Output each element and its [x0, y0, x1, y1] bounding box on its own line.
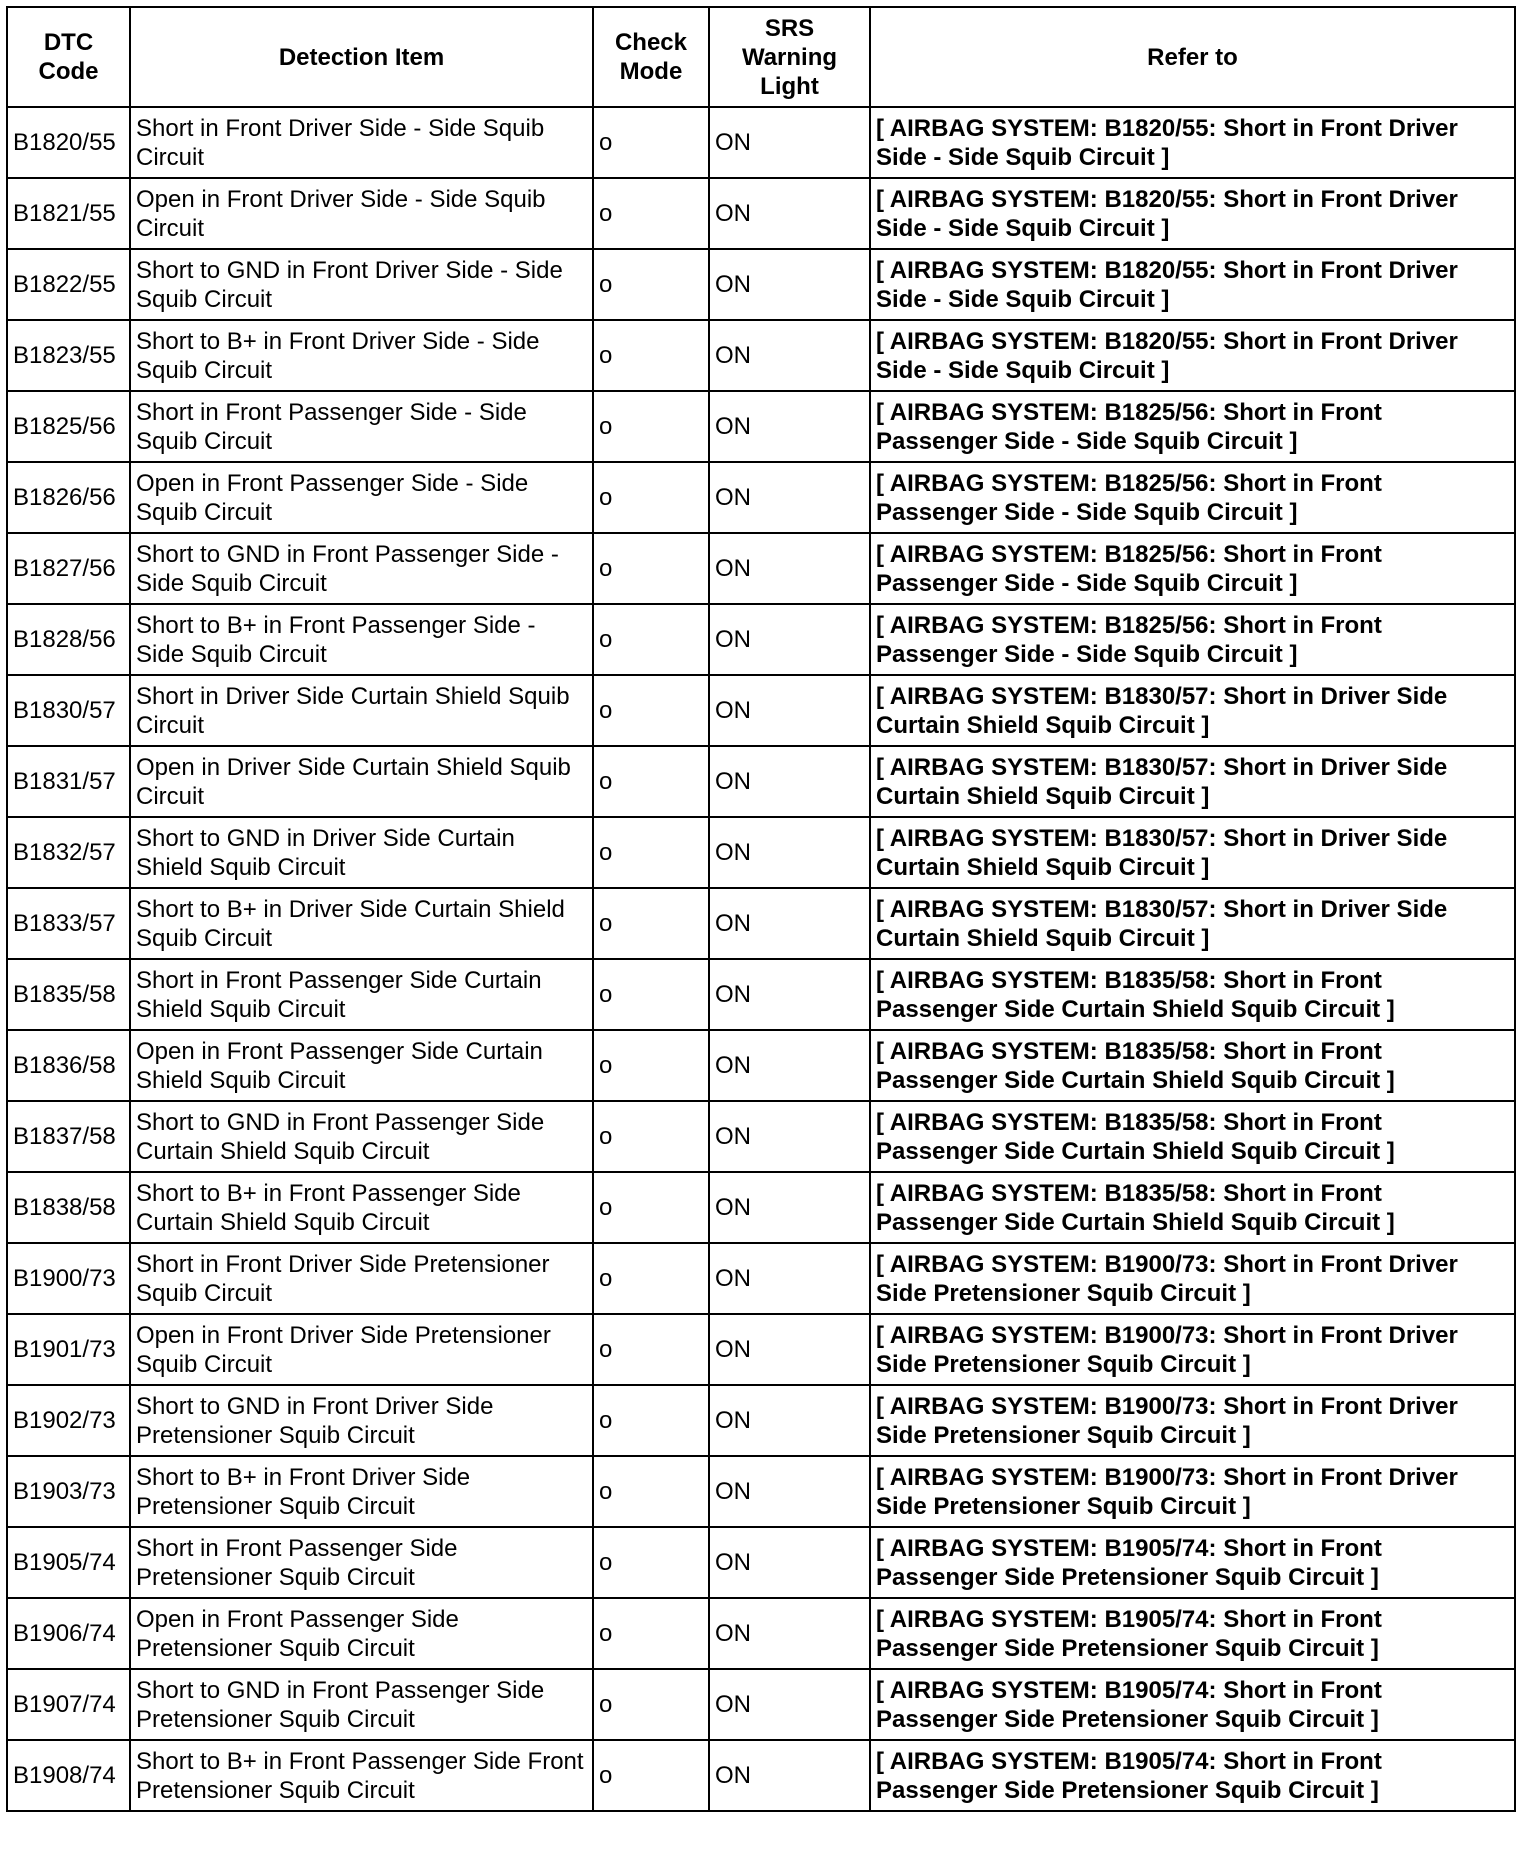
check-mode-cell: o: [593, 1740, 709, 1811]
detection-item-cell: Short to GND in Driver Side Curtain Shield Squib Circuit: [130, 817, 593, 888]
table-row: [7, 675, 1515, 746]
refer-to-link[interactable]: [ AIRBAG SYSTEM: B1830/57: Short in Driver Side Curtain Shield Squib Circuit ]: [870, 817, 1515, 888]
header-srs-warning-light: SRS Warning Light: [709, 7, 870, 107]
dtc-code-cell: B1838/58: [7, 1172, 130, 1243]
dtc-code-cell: B1901/73: [7, 1314, 130, 1385]
srs-warning-light-cell: ON: [709, 1669, 870, 1740]
dtc-code-cell: B1836/58: [7, 1030, 130, 1101]
srs-warning-light-cell: ON: [709, 533, 870, 604]
table-row: [7, 1314, 1515, 1385]
detection-item-cell: Short to GND in Front Passenger Side - Side Squib Circuit: [130, 533, 593, 604]
header-refer-to: Refer to: [870, 7, 1515, 107]
check-mode-cell: o: [593, 1172, 709, 1243]
srs-warning-light-cell: ON: [709, 817, 870, 888]
table-row: [7, 1101, 1515, 1172]
refer-to-link[interactable]: [ AIRBAG SYSTEM: B1905/74: Short in Front Passenger Side Pretensioner Squib Circuit ]: [870, 1527, 1515, 1598]
detection-item-cell: Open in Driver Side Curtain Shield Squib Circuit: [130, 746, 593, 817]
check-mode-cell: o: [593, 1030, 709, 1101]
dtc-code-cell: B1825/56: [7, 391, 130, 462]
table-row: [7, 1172, 1515, 1243]
table-row: [7, 320, 1515, 391]
table-row: [7, 959, 1515, 1030]
refer-to-link[interactable]: [ AIRBAG SYSTEM: B1825/56: Short in Front Passenger Side - Side Squib Circuit ]: [870, 462, 1515, 533]
srs-warning-light-cell: ON: [709, 1598, 870, 1669]
srs-warning-light-cell: ON: [709, 1172, 870, 1243]
check-mode-cell: o: [593, 604, 709, 675]
table-row: [7, 249, 1515, 320]
refer-to-link[interactable]: [ AIRBAG SYSTEM: B1830/57: Short in Driver Side Curtain Shield Squib Circuit ]: [870, 746, 1515, 817]
refer-to-link[interactable]: [ AIRBAG SYSTEM: B1835/58: Short in Front Passenger Side Curtain Shield Squib Circuit ]: [870, 1172, 1515, 1243]
check-mode-cell: o: [593, 1385, 709, 1456]
check-mode-cell: o: [593, 1456, 709, 1527]
refer-to-link[interactable]: [ AIRBAG SYSTEM: B1900/73: Short in Front Driver Side Pretensioner Squib Circuit ]: [870, 1385, 1515, 1456]
refer-to-link[interactable]: [ AIRBAG SYSTEM: B1835/58: Short in Front Passenger Side Curtain Shield Squib Circuit ]: [870, 959, 1515, 1030]
dtc-code-cell: B1906/74: [7, 1598, 130, 1669]
dtc-code-cell: B1908/74: [7, 1740, 130, 1811]
dtc-code-cell: B1823/55: [7, 320, 130, 391]
srs-warning-light-cell: ON: [709, 1456, 870, 1527]
detection-item-cell: Short in Front Driver Side - Side Squib Circuit: [130, 107, 593, 178]
dtc-code-cell: B1900/73: [7, 1243, 130, 1314]
table-row: [7, 1030, 1515, 1101]
refer-to-link[interactable]: [ AIRBAG SYSTEM: B1905/74: Short in Front Passenger Side Pretensioner Squib Circuit ]: [870, 1598, 1515, 1669]
detection-item-cell: Short to GND in Front Driver Side Pretensioner Squib Circuit: [130, 1385, 593, 1456]
check-mode-cell: o: [593, 1527, 709, 1598]
table-body: [7, 107, 1515, 1811]
dtc-code-cell: B1830/57: [7, 675, 130, 746]
table-row: [7, 1740, 1515, 1811]
srs-warning-light-cell: ON: [709, 462, 870, 533]
header-check-mode: Check Mode: [593, 7, 709, 107]
check-mode-cell: o: [593, 746, 709, 817]
check-mode-cell: o: [593, 178, 709, 249]
dtc-code-cell: B1902/73: [7, 1385, 130, 1456]
dtc-table: [6, 6, 1516, 1812]
detection-item-cell: Short in Front Passenger Side - Side Squib Circuit: [130, 391, 593, 462]
refer-to-link[interactable]: [ AIRBAG SYSTEM: B1820/55: Short in Front Driver Side - Side Squib Circuit ]: [870, 107, 1515, 178]
refer-to-link[interactable]: [ AIRBAG SYSTEM: B1900/73: Short in Front Driver Side Pretensioner Squib Circuit ]: [870, 1456, 1515, 1527]
dtc-code-cell: B1822/55: [7, 249, 130, 320]
srs-warning-light-cell: ON: [709, 888, 870, 959]
detection-item-cell: Open in Front Driver Side Pretensioner Squib Circuit: [130, 1314, 593, 1385]
refer-to-link[interactable]: [ AIRBAG SYSTEM: B1905/74: Short in Front Passenger Side Pretensioner Squib Circuit ]: [870, 1740, 1515, 1811]
refer-to-link[interactable]: [ AIRBAG SYSTEM: B1835/58: Short in Front Passenger Side Curtain Shield Squib Circuit ]: [870, 1030, 1515, 1101]
srs-warning-light-cell: ON: [709, 1243, 870, 1314]
detection-item-cell: Short in Driver Side Curtain Shield Squib Circuit: [130, 675, 593, 746]
srs-warning-light-cell: ON: [709, 746, 870, 817]
table-row: [7, 817, 1515, 888]
detection-item-cell: Short in Front Passenger Side Pretensioner Squib Circuit: [130, 1527, 593, 1598]
detection-item-cell: Open in Front Passenger Side - Side Squib Circuit: [130, 462, 593, 533]
table-row: [7, 1527, 1515, 1598]
table-row: [7, 533, 1515, 604]
srs-warning-light-cell: ON: [709, 675, 870, 746]
check-mode-cell: o: [593, 959, 709, 1030]
detection-item-cell: Short to GND in Front Driver Side - Side Squib Circuit: [130, 249, 593, 320]
header-detection-item: Detection Item: [130, 7, 593, 107]
dtc-code-cell: B1821/55: [7, 178, 130, 249]
srs-warning-light-cell: ON: [709, 959, 870, 1030]
refer-to-link[interactable]: [ AIRBAG SYSTEM: B1820/55: Short in Front Driver Side - Side Squib Circuit ]: [870, 178, 1515, 249]
refer-to-link[interactable]: [ AIRBAG SYSTEM: B1825/56: Short in Front Passenger Side - Side Squib Circuit ]: [870, 604, 1515, 675]
table-row: [7, 1243, 1515, 1314]
check-mode-cell: o: [593, 1101, 709, 1172]
check-mode-cell: o: [593, 533, 709, 604]
table-header: [7, 7, 1515, 107]
dtc-code-cell: B1826/56: [7, 462, 130, 533]
dtc-code-cell: B1905/74: [7, 1527, 130, 1598]
check-mode-cell: o: [593, 888, 709, 959]
detection-item-cell: Short to B+ in Front Driver Side Pretensioner Squib Circuit: [130, 1456, 593, 1527]
check-mode-cell: o: [593, 107, 709, 178]
dtc-code-cell: B1903/73: [7, 1456, 130, 1527]
check-mode-cell: o: [593, 320, 709, 391]
table-row: [7, 462, 1515, 533]
srs-warning-light-cell: ON: [709, 1527, 870, 1598]
srs-warning-light-cell: ON: [709, 320, 870, 391]
detection-item-cell: Short to B+ in Front Passenger Side Front Pretensioner Squib Circuit: [130, 1740, 593, 1811]
table-row: [7, 1456, 1515, 1527]
refer-to-link[interactable]: [ AIRBAG SYSTEM: B1900/73: Short in Front Driver Side Pretensioner Squib Circuit ]: [870, 1243, 1515, 1314]
table-row: [7, 1385, 1515, 1456]
srs-warning-light-cell: ON: [709, 1385, 870, 1456]
check-mode-cell: o: [593, 391, 709, 462]
detection-item-cell: Short to GND in Front Passenger Side Pretensioner Squib Circuit: [130, 1669, 593, 1740]
table-row: [7, 1598, 1515, 1669]
srs-warning-light-cell: ON: [709, 1101, 870, 1172]
detection-item-cell: Short to B+ in Front Passenger Side - Side Squib Circuit: [130, 604, 593, 675]
refer-to-link[interactable]: [ AIRBAG SYSTEM: B1825/56: Short in Front Passenger Side - Side Squib Circuit ]: [870, 533, 1515, 604]
table-row: [7, 604, 1515, 675]
detection-item-cell: Short to GND in Front Passenger Side Curtain Shield Squib Circuit: [130, 1101, 593, 1172]
detection-item-cell: Open in Front Driver Side - Side Squib Circuit: [130, 178, 593, 249]
dtc-code-cell: B1832/57: [7, 817, 130, 888]
table-row: [7, 391, 1515, 462]
dtc-code-cell: B1833/57: [7, 888, 130, 959]
detection-item-cell: Open in Front Passenger Side Curtain Shield Squib Circuit: [130, 1030, 593, 1101]
table-row: [7, 746, 1515, 817]
refer-to-link[interactable]: [ AIRBAG SYSTEM: B1820/55: Short in Front Driver Side - Side Squib Circuit ]: [870, 320, 1515, 391]
check-mode-cell: o: [593, 249, 709, 320]
refer-to-link[interactable]: [ AIRBAG SYSTEM: B1835/58: Short in Front Passenger Side Curtain Shield Squib Circuit ]: [870, 1101, 1515, 1172]
detection-item-cell: Open in Front Passenger Side Pretensioner Squib Circuit: [130, 1598, 593, 1669]
detection-item-cell: Short to B+ in Driver Side Curtain Shield Squib Circuit: [130, 888, 593, 959]
dtc-code-cell: B1831/57: [7, 746, 130, 817]
srs-warning-light-cell: ON: [709, 107, 870, 178]
srs-warning-light-cell: ON: [709, 1314, 870, 1385]
check-mode-cell: o: [593, 1598, 709, 1669]
srs-warning-light-cell: ON: [709, 604, 870, 675]
table-row: [7, 107, 1515, 178]
dtc-code-cell: B1827/56: [7, 533, 130, 604]
dtc-code-cell: B1828/56: [7, 604, 130, 675]
srs-warning-light-cell: ON: [709, 1740, 870, 1811]
dtc-code-cell: B1907/74: [7, 1669, 130, 1740]
check-mode-cell: o: [593, 675, 709, 746]
check-mode-cell: o: [593, 462, 709, 533]
check-mode-cell: o: [593, 1243, 709, 1314]
refer-to-link[interactable]: [ AIRBAG SYSTEM: B1830/57: Short in Driver Side Curtain Shield Squib Circuit ]: [870, 675, 1515, 746]
detection-item-cell: Short to B+ in Front Passenger Side Curtain Shield Squib Circuit: [130, 1172, 593, 1243]
refer-to-link[interactable]: [ AIRBAG SYSTEM: B1900/73: Short in Front Driver Side Pretensioner Squib Circuit ]: [870, 1314, 1515, 1385]
table-row: [7, 888, 1515, 959]
srs-warning-light-cell: ON: [709, 178, 870, 249]
refer-to-link[interactable]: [ AIRBAG SYSTEM: B1825/56: Short in Front Passenger Side - Side Squib Circuit ]: [870, 391, 1515, 462]
table-row: [7, 1669, 1515, 1740]
header-dtc-code: DTC Code: [7, 7, 130, 107]
header-row: [7, 7, 1515, 107]
check-mode-cell: o: [593, 1314, 709, 1385]
refer-to-link[interactable]: [ AIRBAG SYSTEM: B1905/74: Short in Front Passenger Side Pretensioner Squib Circuit ]: [870, 1669, 1515, 1740]
refer-to-link[interactable]: [ AIRBAG SYSTEM: B1830/57: Short in Driver Side Curtain Shield Squib Circuit ]: [870, 888, 1515, 959]
refer-to-link[interactable]: [ AIRBAG SYSTEM: B1820/55: Short in Front Driver Side - Side Squib Circuit ]: [870, 249, 1515, 320]
detection-item-cell: Short to B+ in Front Driver Side - Side Squib Circuit: [130, 320, 593, 391]
check-mode-cell: o: [593, 817, 709, 888]
check-mode-cell: o: [593, 1669, 709, 1740]
srs-warning-light-cell: ON: [709, 249, 870, 320]
dtc-code-cell: B1820/55: [7, 107, 130, 178]
dtc-code-cell: B1837/58: [7, 1101, 130, 1172]
srs-warning-light-cell: ON: [709, 1030, 870, 1101]
dtc-code-cell: B1835/58: [7, 959, 130, 1030]
srs-warning-light-cell: ON: [709, 391, 870, 462]
detection-item-cell: Short in Front Driver Side Pretensioner Squib Circuit: [130, 1243, 593, 1314]
table-row: [7, 178, 1515, 249]
detection-item-cell: Short in Front Passenger Side Curtain Shield Squib Circuit: [130, 959, 593, 1030]
